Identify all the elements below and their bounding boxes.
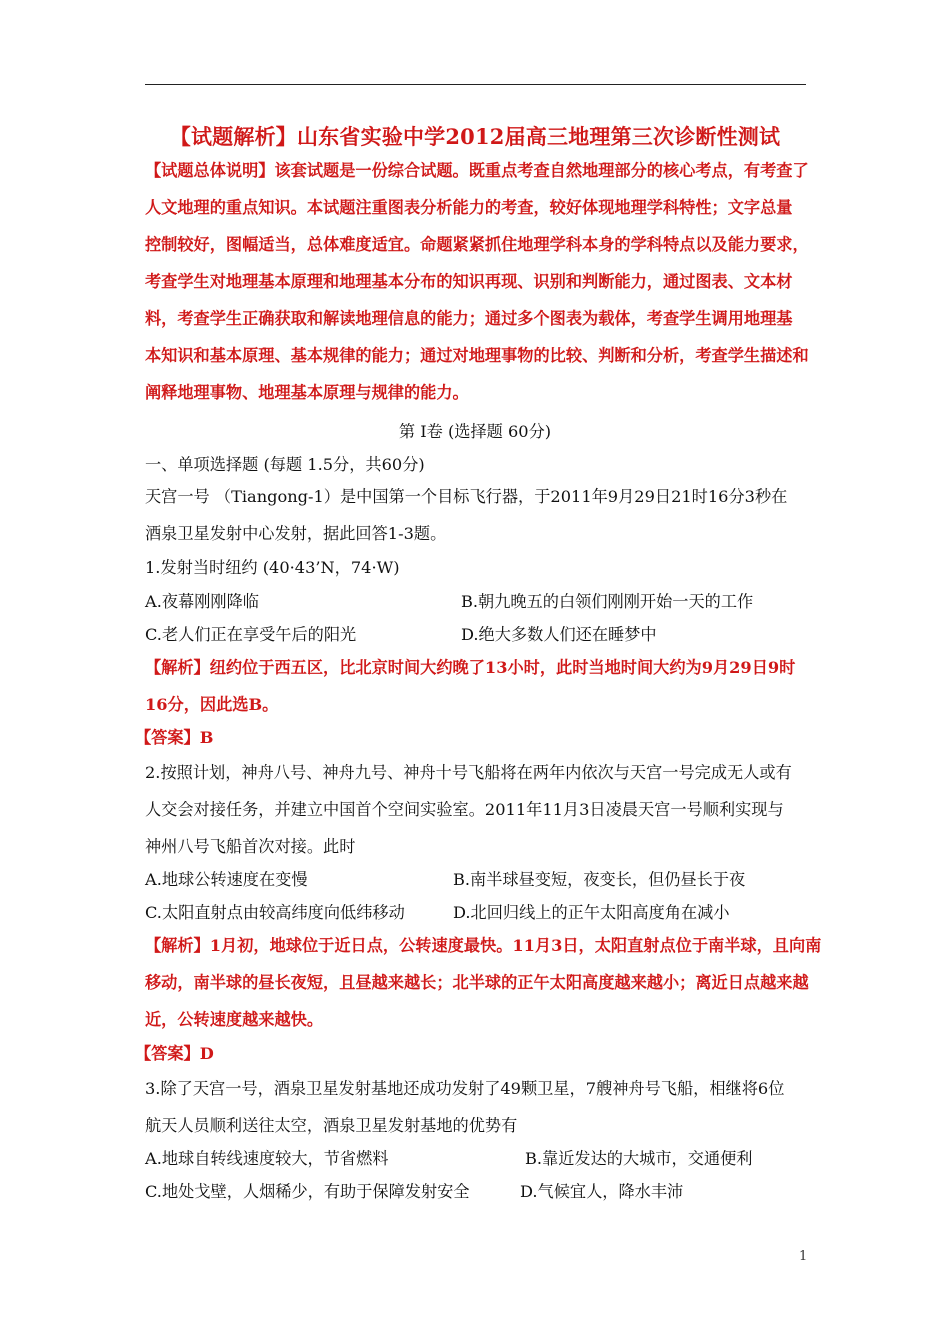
question-2-stem: 2.按照计划，神舟八号、神舟九号、神舟十号飞船将在两年内依次与天宫一号完成无人或有	[145, 763, 792, 782]
answer-text: 【答案】D	[135, 1044, 214, 1063]
material-line: 天宫一号 （Tiangong-1）是中国第一个目标飞行器，于2011年9月29日21时16分3秒在	[145, 487, 788, 506]
part-heading: 一、单项选择题 (每题 1.5分，共60分)	[145, 455, 425, 474]
question-2-stem: 人交会对接任务，并建立中国首个空间实验室。2011年11月3日凌晨天宫一号顺利实现与	[145, 800, 784, 819]
page-number: 1	[799, 1249, 808, 1264]
question-3-option-a	[145, 1148, 753, 1170]
option-a-text: A.夜幕刚刚降临	[145, 592, 259, 611]
header-rule	[145, 84, 806, 85]
option-a-text: A.地球自转线速度较大，节省燃料	[145, 1149, 389, 1168]
option-b-text: B.朝九晚五的白领们刚刚开始一天的工作	[461, 592, 754, 611]
option-c-text: C.太阳直射点由较高纬度向低纬移动	[145, 903, 405, 922]
option-c-text: C.老人们正在享受午后的阳光	[145, 625, 357, 644]
question-1-answer	[135, 727, 213, 749]
option-d-text: D.绝大多数人们还在睡梦中	[461, 625, 657, 644]
question-3-stem: 航天人员顺利送往太空，酒泉卫星发射基地的优势有	[145, 1116, 518, 1135]
intro-line: 控制较好，图幅适当，总体难度适宜。命题紧紧抓住地理学科本身的学科特点以及能力要求，	[145, 235, 809, 254]
intro-line: 料，考查学生正确获取和解读地理信息的能力；通过多个图表为载体，考查学生调用地理基	[145, 309, 793, 328]
question-2-option-c	[145, 902, 730, 924]
question-2-option-a	[145, 869, 746, 891]
question-2-analysis: 移动，南半球的昼长夜短，且昼越来越长；北半球的正午太阳高度越来越小；离近日点越来越	[145, 973, 809, 992]
question-2-analysis: 【解析】1月初，地球位于近日点，公转速度最快。11月3日，太阳直射点位于南半球，且向南	[145, 936, 822, 955]
intro-line: 人文地理的重点知识。本试题注重图表分析能力的考查，较好体现地理学科特性；文字总量	[145, 198, 793, 217]
section-title: 第 I卷 (选择题 60分)	[398, 422, 552, 441]
document-title: 【试题解析】山东省实验中学2012届高三地理第三次诊断性测试	[169, 124, 781, 149]
question-3-option-c	[145, 1181, 684, 1203]
option-b-text: B.靠近发达的大城市，交通便利	[525, 1149, 753, 1168]
intro-line: 【试题总体说明】该套试题是一份综合试题。既重点考查自然地理部分的核心考点，有考查了	[145, 161, 809, 180]
material-line: 酒泉卫星发射中心发射，据此回答1-3题。	[145, 524, 447, 543]
option-c-text: C.地处戈壁，人烟稀少，有助于保障发射安全	[145, 1182, 470, 1201]
question-1-analysis: 【解析】纽约位于西五区，比北京时间大约晚了13小时，此时当地时间大约为9月29日9时	[145, 658, 796, 677]
intro-line: 考查学生对地理基本原理和地理基本分布的知识再现、识别和判断能力，通过图表、文本材	[145, 272, 793, 291]
question-2-analysis: 近，公转速度越来越快。	[145, 1010, 324, 1029]
question-1-stem: 1.发射当时纽约 (40·43’N，74·W)	[145, 558, 400, 577]
question-1-option-a	[145, 591, 754, 613]
question-2-answer	[135, 1043, 214, 1065]
intro-line: 阐释地理事物、地理基本原理与规律的能力。	[145, 383, 469, 402]
option-d-text: D.气候宜人，降水丰沛	[520, 1182, 684, 1201]
question-1-analysis: 16分，因此选B。	[145, 695, 279, 714]
option-b-text: B.南半球昼变短，夜变长，但仍昼长于夜	[453, 870, 746, 889]
option-d-text: D.北回归线上的正午太阳高度角在减小	[453, 903, 730, 922]
option-a-text: A.地球公转速度在变慢	[145, 870, 308, 889]
question-2-stem: 神州八号飞船首次对接。此时	[145, 837, 356, 856]
answer-text: 【答案】B	[135, 728, 214, 747]
question-3-stem: 3.除了天宫一号，酒泉卫星发射基地还成功发射了49颗卫星，7艘神舟号飞船，相继将6位	[145, 1079, 785, 1098]
question-1-option-c	[145, 624, 657, 646]
intro-line: 本知识和基本原理、基本规律的能力；通过对地理事物的比较、判断和分析，考查学生描述和	[145, 346, 809, 365]
